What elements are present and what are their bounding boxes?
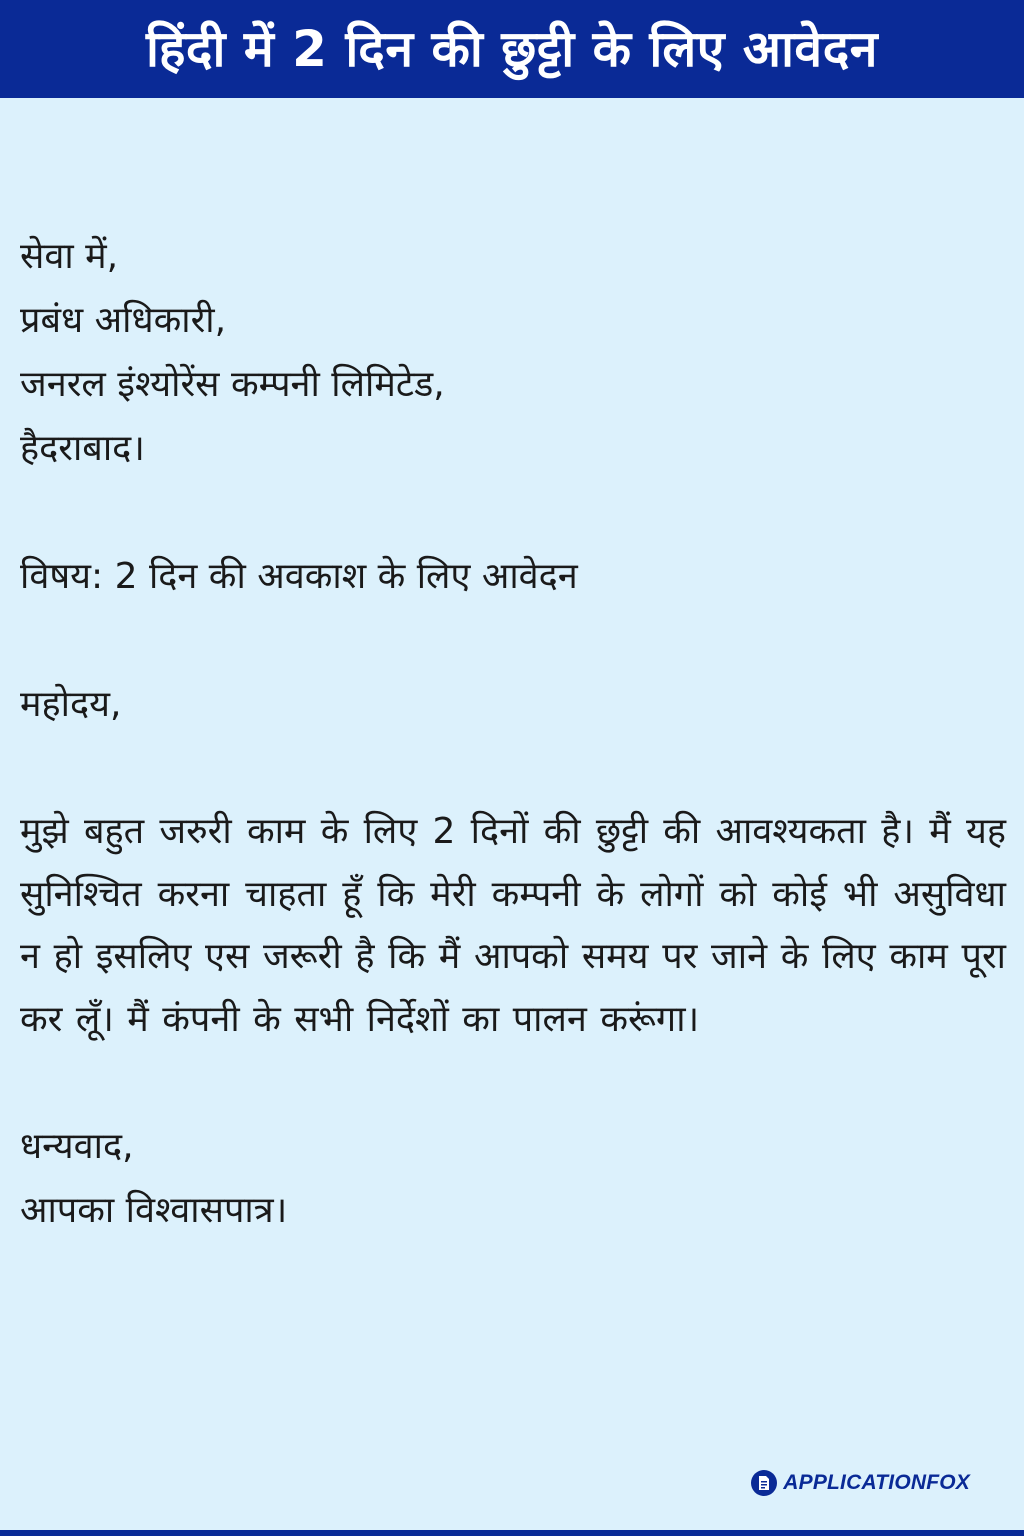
address-line-4: हैदराबाद। (20, 428, 145, 469)
subject-line: विषय: 2 दिन की अवकाश के लिए आवेदन (20, 556, 578, 597)
spacer (20, 481, 1006, 545)
document-icon (751, 1470, 777, 1496)
spacer (20, 737, 1006, 801)
spacer (20, 609, 1006, 673)
closing: धन्यवाद, (20, 1126, 134, 1167)
address-line-1: सेवा में, (20, 236, 119, 277)
address-line-3: जनरल इंश्योरेंस कम्पनी लिमिटेड, (20, 364, 445, 405)
bottom-divider (0, 1530, 1024, 1536)
header-banner (0, 0, 1024, 98)
page-title: हिंदी में 2 दिन की छुट्टी के लिए आवेदन (145, 20, 879, 78)
spacer (20, 1051, 1006, 1115)
letter (20, 225, 1006, 1243)
brand-logo (751, 1470, 970, 1496)
brand-name: APPLICATIONFOX (783, 1471, 970, 1494)
body-paragraph: मुझे बहुत जरुरी काम के लिए 2 दिनों की छुट्टी की आवश्यकता है। मैं यह सुनिश्चित करना चाहता हूँ कि मेरी कम्पनी के लोगों को कोई भी असुविधा न हो इसलिए एस जरूरी है कि मैं आपको समय पर जाने के लिए काम पूरा कर लूँ। मैं कंपनी के सभी निर्देशों का पालन करूंगा। (20, 811, 1006, 1040)
address-line-2: प्रबंध अधिकारी, (20, 300, 227, 341)
signoff: आपका विश्वासपात्र। (20, 1190, 288, 1231)
salutation: महोदय, (20, 684, 122, 725)
